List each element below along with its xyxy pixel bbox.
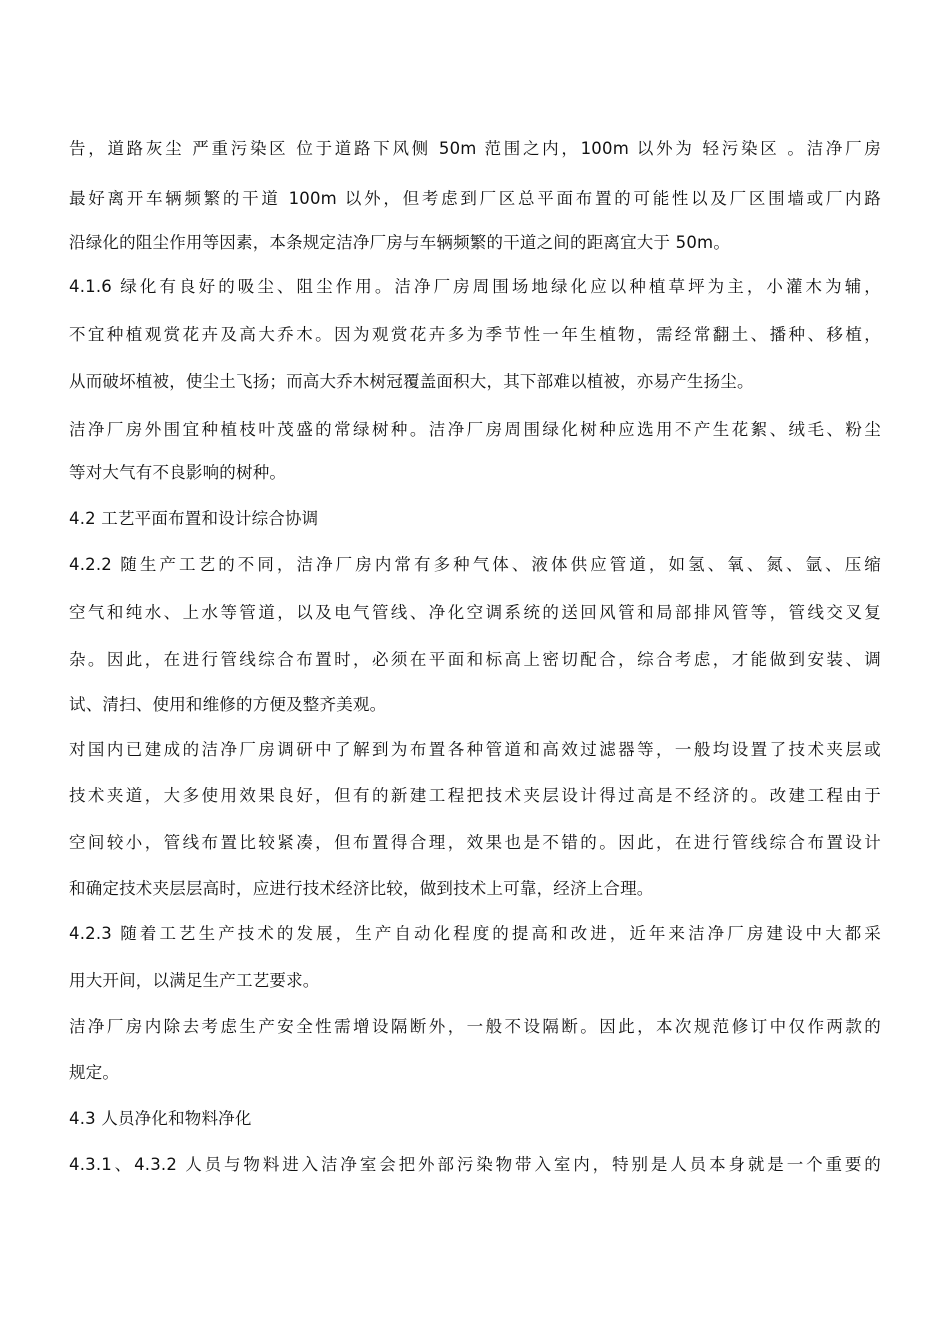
text-line: 杂。因此，在进行管线综合布置时，必须在平面和标高上密切配合，综合考虑，才能做到安装、调 xyxy=(69,650,881,669)
text-line: 空间较小，管线布置比较紧凑，但布置得合理，效果也是不错的。因此，在进行管线综合布置设计 xyxy=(69,833,881,852)
text-line: 沿绿化的阻尘作用等因素，本条规定洁净厂房与车辆频繁的干道之间的距离宜大于 50m。 xyxy=(69,233,731,252)
text-line: 技术夹道，大多使用效果良好，但有的新建工程把技术夹层设计得过高是不经济的。改建工程由于 xyxy=(69,786,881,805)
section-heading-4-2: 4.2 工艺平面布置和设计综合协调 xyxy=(69,509,319,528)
text-line: 和确定技术夹层层高时，应进行技术经济比较，做到技术上可靠，经济上合理。 xyxy=(69,879,654,898)
section-heading-4-3: 4.3 人员净化和物料净化 xyxy=(69,1109,252,1128)
text-line: 规定。 xyxy=(69,1063,120,1082)
text-line: 洁净厂房外围宜种植枝叶茂盛的常绿树种。洁净厂房周围绿化树种应选用不产生花絮、绒毛、粉尘 xyxy=(69,420,881,439)
text-line: 告，道路灰尘 严重污染区 位于道路下风侧 50m 范围之内，100m 以外为 轻污染区 。洁净厂房 xyxy=(69,139,881,158)
text-line: 洁净厂房内除去考虑生产安全性需增设隔断外，一般不设隔断。因此，本次规范修订中仅作两款的 xyxy=(69,1017,881,1036)
section-4-1-6-line: 4.1.6 绿化有良好的吸尘、阻尘作用。洁净厂房周围场地绿化应以种植草坪为主，小灌木为辅， xyxy=(69,277,881,296)
text-line: 试、清扫、使用和维修的方便及整齐美观。 xyxy=(69,695,387,714)
text-line: 空气和纯水、上水等管道，以及电气管线、净化空调系统的送回风管和局部排风管等，管线交叉复 xyxy=(69,603,881,622)
section-4-3-1-line: 4.3.1、4.3.2 人员与物料进入洁净室会把外部污染物带入室内，特别是人员本身就是一个重要的 xyxy=(69,1155,881,1174)
text-line: 等对大气有不良影响的树种。 xyxy=(69,463,287,482)
text-line: 对国内已建成的洁净厂房调研中了解到为布置各种管道和高效过滤器等，一般均设置了技术夹层或 xyxy=(69,740,881,759)
section-4-2-2-line: 4.2.2 随生产工艺的不同，洁净厂房内常有多种气体、液体供应管道，如氢、氧、氮、氩、压缩 xyxy=(69,555,881,574)
text-line: 用大开间，以满足生产工艺要求。 xyxy=(69,971,320,990)
section-4-2-3-line: 4.2.3 随着工艺生产技术的发展，生产自动化程度的提高和改进，近年来洁净厂房建设中大都采 xyxy=(69,924,881,943)
text-line: 从而破坏植被，使尘土飞扬；而高大乔木树冠覆盖面积大，其下部难以植被，亦易产生扬尘。 xyxy=(69,372,754,391)
text-line: 不宜种植观赏花卉及高大乔木。因为观赏花卉多为季节性一年生植物，需经常翻土、播种、移植， xyxy=(69,325,881,344)
text-line: 最好离开车辆频繁的干道 100m 以外，但考虑到厂区总平面布置的可能性以及厂区围墙或厂内路 xyxy=(69,189,881,208)
